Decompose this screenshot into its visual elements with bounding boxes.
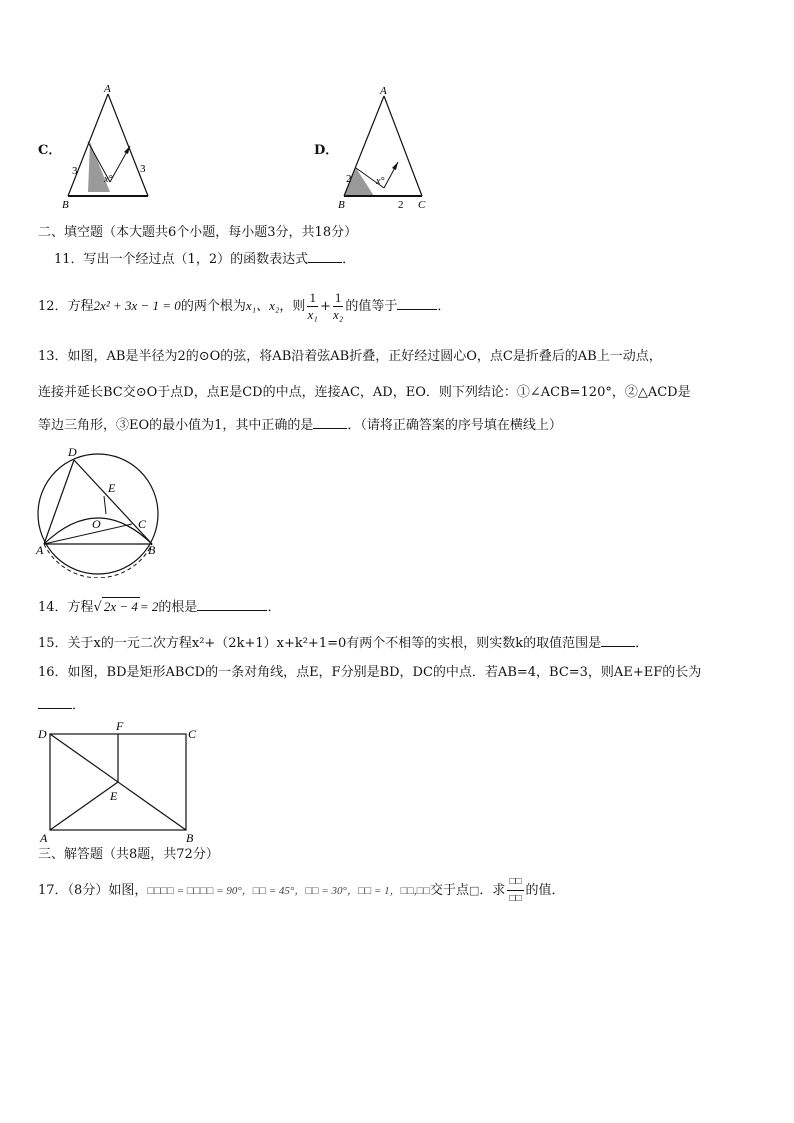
question-15: 15．关于x的一元二次方程x²+（2k+1）x+k²+1=0有两个不相等的实根，则实数k的取值范围是 ．: [38, 636, 649, 651]
q16-answer-blank: [38, 696, 72, 709]
q17-garbled-formula: □□□□ = □□□□ = 90°，□□ = 45°，□□ = 30°，□□ = 1，□□,□□: [147, 885, 430, 897]
section-2-heading: 二、填空题（本大题共6个小题，每小题3分，共18分）: [38, 225, 358, 240]
question-17: 17．（8分）如图，□□□□ = □□□□ = 90°，□□ = 45°，□□ = 30°，□□ = 1，□□,□□交于点□．求 $\frac{□□}{□□}$ 的值．: [38, 874, 565, 908]
fig13-label-b: B: [148, 543, 156, 557]
q13-line-2: 连接并延长BC交⊙O于点D，点E是CD的中点，连接AC，AD，EO．则下列结论：①∠ACB=120°，②△ACD是: [38, 385, 691, 400]
figure-c-triangle: [60, 84, 160, 210]
figure-d-label-c: C: [418, 199, 426, 210]
fig13-label-o: O: [92, 517, 101, 531]
fig13-label-c: C: [138, 517, 147, 531]
figure-c-label-right3: 3: [140, 163, 146, 175]
fig13-label-a: A: [36, 543, 44, 557]
figure-13-circle: [34, 442, 164, 578]
figure-c-label-left3: 3: [72, 165, 78, 177]
q13-line-3: 等边三角形，③EO的最小值为1，其中正确的是 ．（请将正确答案的序号填在横线上）: [38, 418, 562, 433]
q11-text: 11．写出一个经过点（1，2）的函数表达式: [54, 252, 309, 267]
q15-answer-blank: [601, 634, 635, 647]
figure-c-label-b: B: [62, 199, 69, 210]
figure-d-label-base2: 2: [398, 199, 404, 210]
q16-line-1: 16．如图，BD是矩形ABCD的一条对角线，点E，F分别是BD，DC的中点．若AB=4，BC=3，则AE+EF的长为: [38, 665, 702, 680]
fig16-label-b: B: [186, 831, 194, 844]
figure-d-label-a: A: [380, 86, 387, 97]
question-11: 11．写出一个经过点（1，2）的函数表达式 ．: [54, 252, 356, 267]
question-12: 12．方程2x² + 3x − 1 = 0的两个根为x₁、x₂，则 $\frac{1}{\text{x₁}}$ + $\frac{1}{\text{x₂}}$ 的值等于 ．: [38, 290, 451, 322]
q13-line-1: 13．如图，AB是半径为2的⊙O的弦，将AB沿着弦AB折叠，正好经过圆心O，点C是折叠后的AB上一动点，: [38, 349, 662, 364]
q12-roots: x₁、x₂: [245, 298, 280, 313]
q12-answer-blank: [397, 297, 437, 310]
fig16-label-d: D: [38, 727, 47, 741]
figure-16-rectangle: [36, 718, 206, 844]
fig16-label-c: C: [188, 727, 197, 741]
fig13-label-e: E: [108, 481, 116, 495]
q12-fraction-1: $\frac{1}{\text{x₁}}$: [307, 290, 318, 322]
figure-d-triangle: [336, 86, 436, 210]
q17-fraction: $\frac{□□}{□□}$: [509, 876, 522, 904]
fig16-label-a: A: [40, 831, 48, 844]
q13-answer-blank: [313, 416, 347, 429]
fig16-label-e: E: [110, 789, 118, 803]
option-c-label: C．: [38, 143, 62, 158]
figure-d-label-left2: 2: [346, 173, 352, 185]
option-d-label: D．: [314, 143, 339, 158]
fig16-label-f: F: [116, 719, 124, 733]
q12-fraction-2: $\frac{1}{\text{x₂}}$: [332, 290, 344, 322]
section-3-heading: 三、解答题（共8题，共72分）: [38, 847, 219, 862]
figure-d-label-b: B: [338, 199, 345, 210]
q12-equation: 2x² + 3x − 1 = 0: [93, 298, 181, 313]
q16-line-2: ．: [38, 696, 85, 715]
figure-d-angle: x°: [376, 176, 385, 187]
figure-c-angle: x°: [104, 174, 113, 185]
q11-answer-blank: [308, 250, 342, 263]
figure-c-label-a: A: [104, 84, 111, 95]
fig13-label-d: D: [68, 445, 77, 459]
q14-answer-blank: [197, 598, 267, 611]
q14-radical: 2x − 4: [103, 599, 138, 614]
question-14: 14．方程√ 2x − 4 = 2的根是 ．: [38, 599, 281, 615]
